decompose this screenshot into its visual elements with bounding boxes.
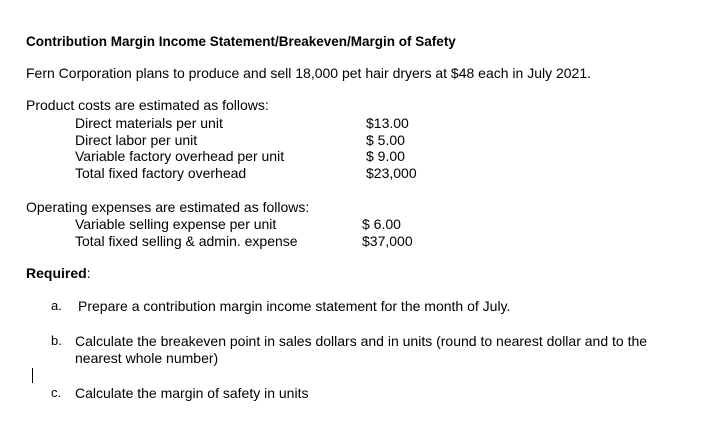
- product-costs-heading: Product costs are estimated as follows:: [26, 97, 269, 113]
- cost-value-direct-materials: $13.00: [366, 115, 409, 131]
- required-heading: [26, 266, 91, 280]
- intro-text: Fern Corporation plans to produce and sell 18,000 pet hair dryers at $48 each in July 2021.: [26, 65, 592, 81]
- cost-value-direct-labor: $ 5.00: [366, 132, 405, 148]
- cost-label-direct-labor: Direct labor per unit: [75, 132, 198, 148]
- cost-value-variable-overhead: $ 9.00: [366, 148, 405, 164]
- expense-label-fixed-selling-admin: Total fixed selling & admin. expense: [75, 233, 298, 249]
- expense-label-variable-selling: Variable selling expense per unit: [75, 216, 277, 232]
- expense-value-variable-selling: $ 6.00: [362, 216, 401, 232]
- required-item-b-letter: b.: [51, 333, 62, 348]
- document-title: Contribution Margin Income Statement/Breakeven/Margin of Safety: [26, 34, 456, 49]
- text-cursor: [32, 368, 33, 383]
- expense-value-fixed-selling-admin: $37,000: [362, 233, 413, 249]
- required-item-c-text: Calculate the margin of safety in units: [75, 385, 309, 401]
- required-item-b-text-line1: Calculate the breakeven point in sales dollars and in units (round to nearest dollar and to the: [75, 333, 648, 349]
- cost-label-variable-overhead: Variable factory overhead per unit: [75, 148, 285, 164]
- cost-label-fixed-factory-overhead: Total fixed factory overhead: [75, 165, 247, 181]
- cost-value-fixed-factory-overhead: $23,000: [366, 165, 417, 181]
- required-heading-colon: :: [86, 265, 91, 281]
- required-item-a-text: Prepare a contribution margin income statement for the month of July.: [78, 298, 511, 314]
- required-heading-label: Required: [26, 265, 87, 281]
- required-item-b-text-line2: nearest whole number): [75, 350, 219, 366]
- required-item-c-letter: c.: [51, 385, 62, 400]
- operating-expenses-heading: Operating expenses are estimated as follows:: [26, 199, 310, 215]
- required-item-a-letter: a.: [51, 298, 62, 313]
- cost-label-direct-materials: Direct materials per unit: [75, 115, 223, 131]
